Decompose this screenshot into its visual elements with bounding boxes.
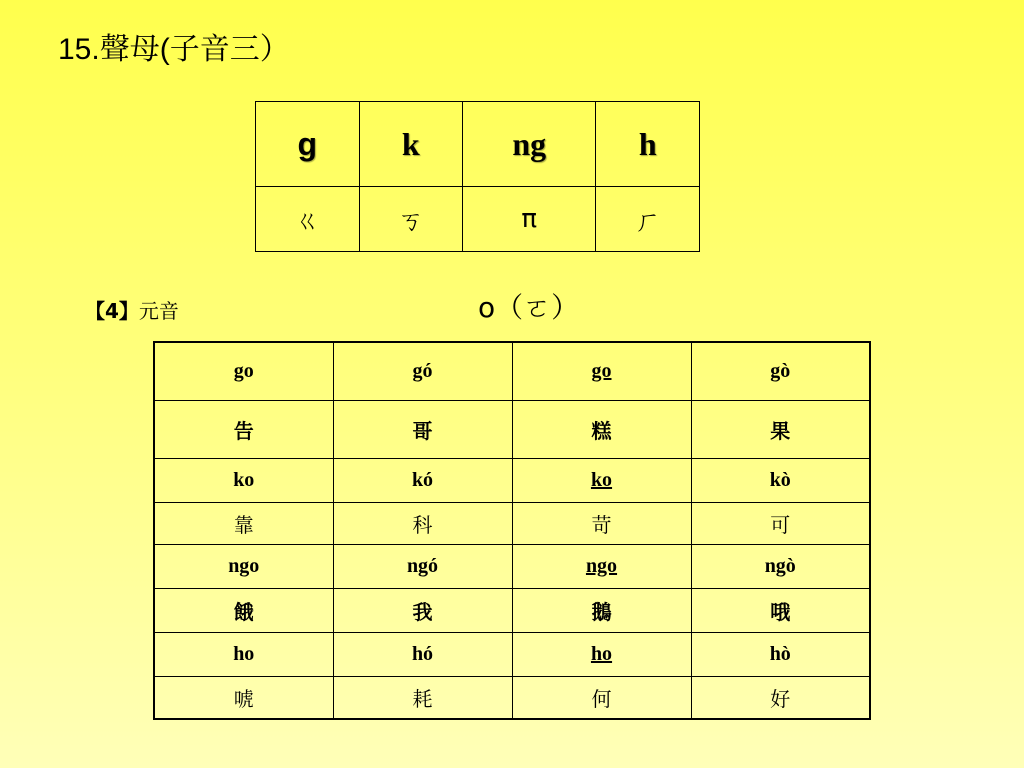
syllable-cell: hò	[691, 633, 870, 677]
underlined-syllable: ngo	[585, 555, 618, 577]
syllable-cell: ngo	[154, 545, 333, 589]
initial-k: k	[359, 102, 463, 187]
underlined-syllable: ho	[590, 643, 613, 665]
initial-ng: ng	[463, 102, 596, 187]
syllable-row-k-chars	[154, 503, 870, 545]
syllable-row-h-chars	[154, 677, 870, 720]
character-cell: 何	[512, 677, 691, 720]
character-cell: 耗	[333, 677, 512, 720]
initial-g: g	[256, 102, 360, 187]
character-cell: 哦	[691, 589, 870, 633]
syllable-cell	[512, 342, 691, 401]
zhuyin-k: ㄎ	[359, 187, 463, 252]
initials-table	[255, 101, 700, 252]
syllable-cell: kò	[691, 459, 870, 503]
syllable-table	[153, 341, 871, 720]
syllable-cell: kó	[333, 459, 512, 503]
syllable-cell: ko	[154, 459, 333, 503]
character-cell: 苛	[512, 503, 691, 545]
syllable-row-k-roman	[154, 459, 870, 503]
syllable-cell: go	[154, 342, 333, 401]
character-cell: 科	[333, 503, 512, 545]
syllable-cell: ho	[154, 633, 333, 677]
syllable-cell: hó	[333, 633, 512, 677]
initial-h: h	[596, 102, 700, 187]
syllable-cell	[512, 459, 691, 503]
syllable-row-g-roman	[154, 342, 870, 401]
character-cell: 好	[691, 677, 870, 720]
vowel-heading: o（ㄛ）	[478, 291, 580, 324]
syllable-row-ng-chars	[154, 589, 870, 633]
zhuyin-h: ㄏ	[596, 187, 700, 252]
syllable-cell: gó	[333, 342, 512, 401]
syllable-row-h-roman	[154, 633, 870, 677]
character-cell: 果	[691, 401, 870, 459]
syllable-cell: ngó	[333, 545, 512, 589]
zhuyin-g: ㄍ	[256, 187, 360, 252]
underlined-syllable: ko	[590, 469, 613, 491]
vowel-section-number: 【4】	[85, 299, 139, 323]
syllable-cell: ngò	[691, 545, 870, 589]
character-cell: 鵝	[512, 589, 691, 633]
character-cell: 告	[154, 401, 333, 459]
syllable-row-ng-roman	[154, 545, 870, 589]
character-cell: 可	[691, 503, 870, 545]
character-cell: 糕	[512, 401, 691, 459]
syllable-cell: gò	[691, 342, 870, 401]
zhuyin-ng: π	[463, 187, 596, 252]
character-cell: 靠	[154, 503, 333, 545]
character-cell: 我	[333, 589, 512, 633]
character-cell: 哥	[333, 401, 512, 459]
character-cell: 唬	[154, 677, 333, 720]
underlined-syllable: go	[591, 360, 612, 382]
syllable-cell	[512, 633, 691, 677]
initials-romanization-row	[256, 102, 700, 187]
initials-zhuyin-row	[256, 187, 700, 252]
syllable-row-g-chars	[154, 401, 870, 459]
slide-title: 15.聲母(子音三）	[58, 33, 290, 66]
vowel-section-label	[85, 297, 179, 326]
syllable-cell	[512, 545, 691, 589]
character-cell: 餓	[154, 589, 333, 633]
vowel-section-text: 元音	[138, 301, 179, 323]
